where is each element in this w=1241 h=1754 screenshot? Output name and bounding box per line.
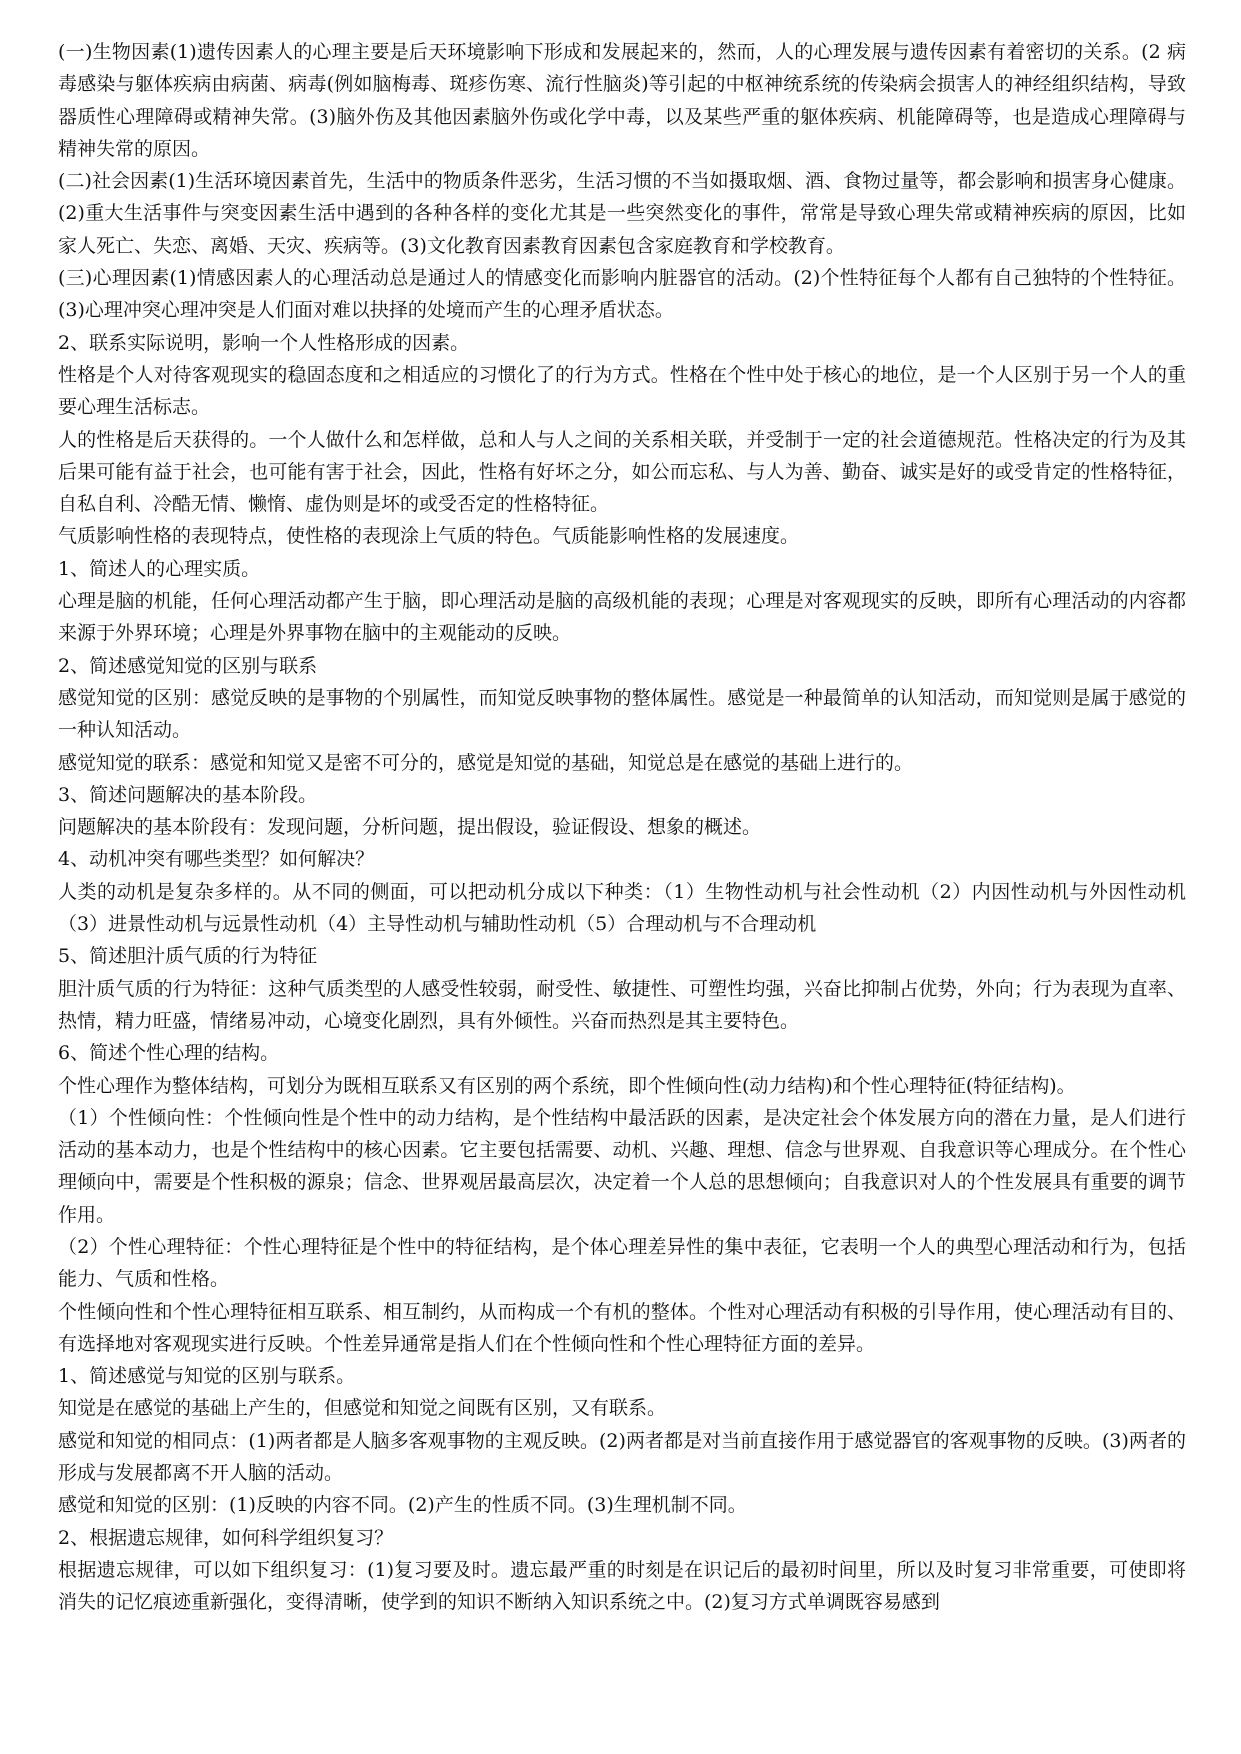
paragraph-problem-solving: 问题解决的基本阶段有：发现问题，分析问题，提出假设，验证假设、想象的概述。 [58, 816, 762, 839]
paragraph-personality-whole: 个性倾向性和个性心理特征相互联系、相互制约，从而构成一个有机的整体。个性对心理活动有积极的引导作用，使心理活动有目的、有选择地对客观现实进行反映。个性差异通常是指人们在个性倾向性和个性心理特征方面的差异。 [58, 1300, 1186, 1355]
paragraph-sensation-perception-diff-2: 感觉和知觉的区别：(1)反映的内容不同。(2)产生的性质不同。(3)生理机制不同。 [58, 1494, 747, 1517]
paragraph-personality-tendency: （1）个性倾向性：个性倾向性是个性中的动力结构，是个性结构中最活跃的因素，是决定社会个体发展方向的潜在力量，是人们进行活动的基本动力，也是个性结构中的核心因素。它主要包括需要、动机、兴趣、理想、信念与世界观、自我意识等心理成分。在个性心理倾向中，需要是个性积极的源泉；信念、世界观居最高层次，决定着一个人总的思想倾向；自我意识对人的个性发展具有重要的调节作用。 [58, 1106, 1186, 1226]
question-problem-solving: 3、简述问题解决的基本阶段。 [58, 783, 318, 806]
paragraph-perception-basis: 知觉是在感觉的基础上产生的，但感觉和知觉之间既有区别，又有联系。 [58, 1397, 667, 1420]
paragraph-personality-definition: 性格是个人对待客观现实的稳固态度和之相适应的习惯化了的行为方式。性格在个性中处于核心的地位，是一个人区别于另一个人的重要心理生活标志。 [58, 363, 1186, 419]
paragraph-sensation-perception-same: 感觉和知觉的相同点：(1)两者都是人脑多客观事物的主观反映。(2)两者都是对当前直接作用于感觉器官的客观事物的反映。(3)两者的形成与发展都离不开人脑的活动。 [58, 1429, 1186, 1485]
paragraph-motive-types: 人类的动机是复杂多样的。从不同的侧面，可以把动机分成以下种类：（1）生物性动机与社会性动机（2）内因性动机与外因性动机（3）进景性动机与远景性动机（4）主导性动机与辅助性动机（5）合理动机与不合理动机 [58, 880, 1186, 936]
paragraph-biological-factors: (一)生物因素(1)遗传因素人的心理主要是后天环境影响下形成和发展起来的，然而，人的心理发展与遗传因素有着密切的关系。(2 病毒感染与躯体疾病由病菌、病毒(例如脑梅毒、斑疹伤寒、流行性脑炎)等引起的中枢神统系统的传染病会损害人的神经组织结构，导致器质性心理障碍或精神失常。(3)脑外伤及其他因素脑外伤或化学中毒，以及某些严重的躯体疾病、机能障碍等，也是造成心理障碍与精神失常的原因。 [58, 41, 1186, 160]
paragraph-psychology-essence: 心理是脑的机能，任何心理活动都产生于脑，即心理活动是脑的高级机能的表现；心理是对客观现实的反映，即所有心理活动的内容都来源于外界环境；心理是外界事物在脑中的主观能动的反映。 [58, 590, 1186, 645]
question-psychology-essence: 1、简述人的心理实质。 [58, 557, 261, 580]
paragraph-choleric-temperament: 胆汁质气质的行为特征：这种气质类型的人感受性较弱，耐受性、敏捷性、可塑性均强，兴奋比抑制占优势，外向；行为表现为直率、热情，精力旺盛，情绪易冲动，心境变化剧烈，具有外倾性。兴奋而热烈是其主要特色。 [58, 977, 1186, 1032]
question-personality-formation: 2、联系实际说明，影响一个人性格形成的因素。 [58, 331, 470, 354]
question-motive-conflict: 4、动机冲突有哪些类型？如何解决？ [58, 848, 375, 871]
question-sensation-perception-2: 1、简述感觉与知觉的区别与联系。 [58, 1365, 356, 1388]
paragraph-personality-structure: 个性心理作为整体结构，可划分为既相互联系又有区别的两个系统，即个性倾向性(动力结构)和个性心理特征(特征结构)。 [58, 1074, 1076, 1097]
question-choleric-temperament: 5、简述胆汁质气质的行为特征 [58, 945, 318, 968]
paragraph-personality-acquired: 人的性格是后天获得的。一个人做什么和怎样做，总和人与人之间的关系相关联，并受制于一定的社会道德规范。性格决定的行为及其后果可能有益于社会，也可能有害于社会，因此，性格有好坏之分，如公而忘私、与人为善、勤奋、诚实是好的或受肯定的性格特征，自私自利、冷酷无情、懒惰、虚伪则是坏的或受否定的性格特征。 [58, 428, 1186, 516]
document-body [58, 36, 1186, 1619]
paragraph-personality-characteristics: （2）个性心理特征：个性心理特征是个性中的特征结构，是个体心理差异性的集中表征，它表明一个人的典型心理活动和行为，包括能力、气质和性格。 [58, 1235, 1186, 1291]
paragraph-sensation-perception-difference: 感觉知觉的区别：感觉反映的是事物的个别属性，而知觉反映事物的整体属性。感觉是一种最简单的认知活动，而知觉则是属于感觉的一种认知活动。 [58, 686, 1186, 742]
question-sensation-perception: 2、简述感觉知觉的区别与联系 [58, 654, 318, 677]
question-personality-structure: 6、简述个性心理的结构。 [58, 1042, 280, 1065]
paragraph-sensation-perception-link: 感觉知觉的联系：感觉和知觉又是密不可分的，感觉是知觉的基础，知觉总是在感觉的基础上进行的。 [58, 751, 914, 774]
question-review-organization: 2、根据遗忘规律，如何科学组织复习？ [58, 1526, 394, 1549]
paragraph-social-factors: (二)社会因素(1)生活环境因素首先，生活中的物质条件恶劣，生活习惯的不当如摄取烟、酒、食物过量等，都会影响和损害身心健康。(2)重大生活事件与突变因素生活中遇到的各种各样的变化尤其是一些突然变化的事件，常常是导致心理失常或精神疾病的原因，比如家人死亡、失恋、离婚、天灾、疾病等。(3)文化教育因素教育因素包含家庭教育和学校教育。 [58, 170, 1186, 257]
paragraph-review-organization: 根据遗忘规律，可以如下组织复习：(1)复习要及时。遗忘最严重的时刻是在识记后的最初时间里，所以及时复习非常重要，可使即将消失的记忆痕迹重新强化，变得清晰，使学到的知识不断纳入知识系统之中。(2)复习方式单调既容易感到 [58, 1558, 1186, 1614]
paragraph-psychological-factors: (三)心理因素(1)情感因素人的心理活动总是通过人的情感变化而影响内脏器官的活动。(2)个性特征每个人都有自己独特的个性特征。(3)心理冲突心理冲突是人们面对难以抉择的处境而产生的心理矛盾状态。 [58, 267, 1186, 322]
paragraph-temperament-influence: 气质影响性格的表现特点，使性格的表现涂上气质的特色。气质能影响性格的发展速度。 [58, 525, 800, 548]
